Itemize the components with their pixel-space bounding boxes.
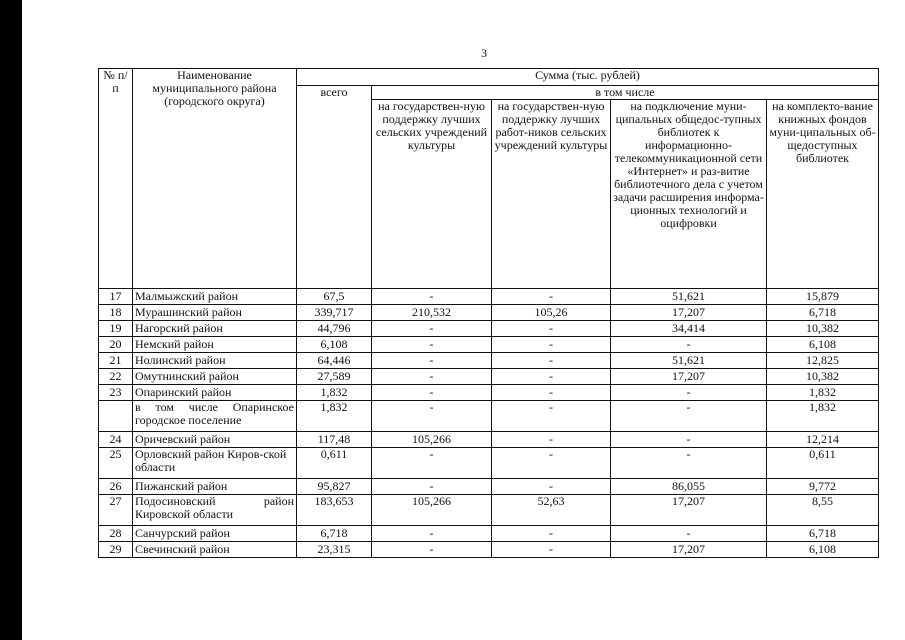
district-name: Оричевский район: [133, 432, 297, 448]
table-row: [99, 353, 879, 369]
total-amount: 44,796: [297, 321, 372, 337]
district-name: Санчурский район: [133, 526, 297, 542]
district-name: Опаринский район: [133, 385, 297, 401]
book-funds-amount: 10,382: [767, 321, 879, 337]
culture-institutions-amount: -: [372, 448, 492, 479]
row-number: 17: [99, 289, 133, 305]
district-name: Орловский район Киров-ской области: [133, 448, 297, 479]
internet-libraries-amount: 51,621: [611, 353, 767, 369]
total-amount: 27,589: [297, 369, 372, 385]
book-funds-amount: 0,611: [767, 448, 879, 479]
total-amount: 1,832: [297, 401, 372, 432]
header-num: № п/п: [99, 69, 133, 289]
row-number: 18: [99, 305, 133, 321]
culture-institutions-amount: -: [372, 289, 492, 305]
culture-institutions-amount: 105,266: [372, 432, 492, 448]
total-amount: 23,315: [297, 542, 372, 558]
internet-libraries-amount: -: [611, 526, 767, 542]
culture-workers-amount: -: [492, 369, 611, 385]
internet-libraries-amount: 34,414: [611, 321, 767, 337]
culture-workers-amount: 105,26: [492, 305, 611, 321]
culture-institutions-amount: -: [372, 385, 492, 401]
internet-libraries-amount: -: [611, 401, 767, 432]
table-row: [99, 369, 879, 385]
table-row: [99, 401, 879, 432]
culture-institutions-amount: -: [372, 321, 492, 337]
internet-libraries-amount: -: [611, 432, 767, 448]
table-row: [99, 289, 879, 305]
total-amount: 64,446: [297, 353, 372, 369]
book-funds-amount: 8,55: [767, 495, 879, 526]
row-number: 24: [99, 432, 133, 448]
book-funds-amount: 9,772: [767, 479, 879, 495]
row-number: 22: [99, 369, 133, 385]
row-number: 21: [99, 353, 133, 369]
internet-libraries-amount: -: [611, 385, 767, 401]
internet-libraries-amount: 17,207: [611, 305, 767, 321]
culture-workers-amount: 52,63: [492, 495, 611, 526]
district-name: Малмыжский район: [133, 289, 297, 305]
row-number: 27: [99, 495, 133, 526]
book-funds-amount: 6,108: [767, 542, 879, 558]
culture-workers-amount: -: [492, 401, 611, 432]
header-internet-libraries: на подключение муни-ципальных общедос-тупных библиотек к информационно-телекоммуникационной сети «Интернет» и раз-витие библиотечного дела с учетом задачи расширения информа-ционных технологий и оцифровки: [611, 100, 767, 289]
total-amount: 6,108: [297, 337, 372, 353]
district-name: в том числе Опаринское городское поселение: [133, 401, 297, 432]
culture-workers-amount: -: [492, 432, 611, 448]
total-amount: 1,832: [297, 385, 372, 401]
culture-institutions-amount: -: [372, 353, 492, 369]
book-funds-amount: 6,718: [767, 305, 879, 321]
book-funds-amount: 1,832: [767, 401, 879, 432]
row-number: 28: [99, 526, 133, 542]
table-row: [99, 432, 879, 448]
total-amount: 0,611: [297, 448, 372, 479]
culture-workers-amount: -: [492, 542, 611, 558]
header-total: всего: [297, 86, 372, 289]
total-amount: 6,718: [297, 526, 372, 542]
header-book-funds: на комплекто-вание книжных фондов муни-ципальных об-щедоступных библиотек: [767, 100, 879, 289]
district-name: Нагорский район: [133, 321, 297, 337]
district-name: Мурашинский район: [133, 305, 297, 321]
header-culture-institutions: на государствен-ную поддержку лучших сельских учреждений культуры: [372, 100, 492, 289]
culture-workers-amount: -: [492, 448, 611, 479]
row-number: 29: [99, 542, 133, 558]
budget-table: [98, 68, 879, 558]
table-row: [99, 542, 879, 558]
header-sum: Сумма (тыс. рублей): [297, 69, 879, 86]
district-name: Пижанский район: [133, 479, 297, 495]
table-row: [99, 448, 879, 479]
internet-libraries-amount: 17,207: [611, 542, 767, 558]
book-funds-amount: 6,108: [767, 337, 879, 353]
page-number: 3: [481, 46, 487, 60]
culture-institutions-amount: -: [372, 526, 492, 542]
culture-institutions-amount: 210,532: [372, 305, 492, 321]
culture-institutions-amount: -: [372, 337, 492, 353]
table-body: [99, 289, 879, 558]
scan-edge-shadow: [0, 0, 22, 640]
culture-institutions-amount: 105,266: [372, 495, 492, 526]
internet-libraries-amount: -: [611, 448, 767, 479]
row-number: 25: [99, 448, 133, 479]
header-culture-workers: на государствен-ную поддержку лучших работ-ников сельских учреждений культуры: [492, 100, 611, 289]
row-number: [99, 401, 133, 432]
table-row: [99, 526, 879, 542]
internet-libraries-amount: 17,207: [611, 369, 767, 385]
row-number: 19: [99, 321, 133, 337]
culture-workers-amount: -: [492, 385, 611, 401]
district-name: Подосиновский район Кировской области: [133, 495, 297, 526]
culture-institutions-amount: -: [372, 369, 492, 385]
total-amount: 95,827: [297, 479, 372, 495]
total-amount: 339,717: [297, 305, 372, 321]
internet-libraries-amount: 17,207: [611, 495, 767, 526]
row-number: 26: [99, 479, 133, 495]
header-including: в том числе: [372, 86, 879, 100]
row-number: 20: [99, 337, 133, 353]
book-funds-amount: 6,718: [767, 526, 879, 542]
total-amount: 183,653: [297, 495, 372, 526]
internet-libraries-amount: -: [611, 337, 767, 353]
table-row: [99, 337, 879, 353]
table-row: [99, 385, 879, 401]
row-number: 23: [99, 385, 133, 401]
culture-workers-amount: -: [492, 479, 611, 495]
total-amount: 67,5: [297, 289, 372, 305]
culture-institutions-amount: -: [372, 542, 492, 558]
total-amount: 117,48: [297, 432, 372, 448]
culture-workers-amount: -: [492, 337, 611, 353]
culture-institutions-amount: -: [372, 479, 492, 495]
culture-workers-amount: -: [492, 321, 611, 337]
book-funds-amount: 1,832: [767, 385, 879, 401]
table-row: [99, 321, 879, 337]
book-funds-amount: 12,214: [767, 432, 879, 448]
header-name: Наименование муниципального района (городского округа): [133, 69, 297, 289]
district-name: Омутнинский район: [133, 369, 297, 385]
table-row: [99, 305, 879, 321]
culture-workers-amount: -: [492, 289, 611, 305]
book-funds-amount: 12,825: [767, 353, 879, 369]
culture-workers-amount: -: [492, 526, 611, 542]
culture-workers-amount: -: [492, 353, 611, 369]
culture-institutions-amount: -: [372, 401, 492, 432]
book-funds-amount: 15,879: [767, 289, 879, 305]
table-row: [99, 479, 879, 495]
internet-libraries-amount: 86,055: [611, 479, 767, 495]
district-name: Нолинский район: [133, 353, 297, 369]
district-name: Немский район: [133, 337, 297, 353]
internet-libraries-amount: 51,621: [611, 289, 767, 305]
book-funds-amount: 10,382: [767, 369, 879, 385]
district-name: Свечинский район: [133, 542, 297, 558]
header-row-1: [99, 69, 879, 86]
table-row: [99, 495, 879, 526]
